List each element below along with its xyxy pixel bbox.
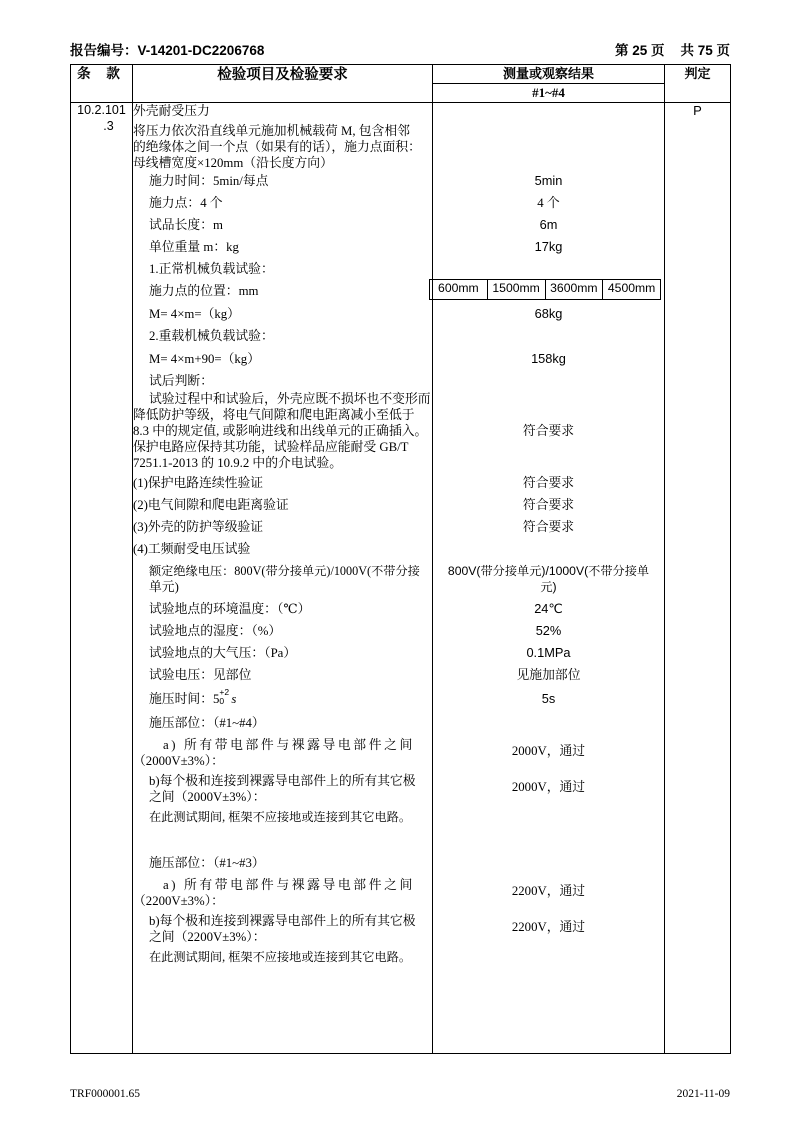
result-ambient-temperature: 24℃ bbox=[534, 601, 563, 617]
item-line-pressure: 试验地点的大气压：（Pa） bbox=[149, 646, 297, 661]
item-line-normal-test-title: 1.正常机械负载试验： bbox=[149, 262, 274, 277]
result-normal-load: 68kg bbox=[534, 306, 563, 322]
clause-number-line2: .3 bbox=[103, 119, 114, 133]
item-line-apply-location-1: 施压部位：（#1~#4） bbox=[149, 716, 265, 731]
table-header-row bbox=[71, 65, 731, 84]
result-text-block bbox=[433, 103, 664, 1053]
result-a-2000: 2000V，通过 bbox=[511, 744, 586, 759]
force-position-4: 4500mm bbox=[603, 280, 661, 299]
item-line-apply-time bbox=[133, 689, 236, 707]
column-subheader-samples: #1~#4 bbox=[433, 84, 665, 103]
item-line-judgment-title: 试后判断： bbox=[149, 374, 213, 389]
item-line-humidity: 试验地点的湿度：（%） bbox=[149, 624, 282, 639]
cell-measured-results bbox=[433, 103, 665, 1054]
item-line-b-2000: b)每个极和连接到裸露导电部件上的所有其它极 bbox=[149, 774, 416, 789]
force-position-2: 1500mm bbox=[487, 280, 545, 299]
force-position-1: 600mm bbox=[430, 280, 488, 299]
item-line-ambient-temp: 试验地点的环境温度：（℃） bbox=[149, 602, 311, 617]
result-clearance-creepage: 符合要求 bbox=[522, 498, 575, 513]
column-header-verdict: 判定 bbox=[665, 65, 731, 103]
tolerance-sub: 0 bbox=[219, 696, 225, 707]
footer-date: 2021-11-09 bbox=[676, 1088, 730, 1100]
item-line-note-2200: 在此测试期间, 框架不应接地或连接到其它电路。 bbox=[149, 950, 412, 965]
item-line-rated-voltage-cont: 单元) bbox=[149, 580, 179, 595]
page-total: 共 75 页 bbox=[680, 43, 730, 58]
result-b-2000: 2000V，通过 bbox=[511, 780, 586, 795]
tolerance-sup: +2 bbox=[219, 687, 230, 698]
item-line: 试验过程中和试验后，外壳应既不损坏也不变形而 bbox=[149, 392, 431, 407]
report-number: 报告编号：V-14201-DC2206768 bbox=[70, 43, 265, 58]
item-line: 母线槽宽度×120mm（沿长度方向） bbox=[133, 156, 333, 171]
result-test-voltage: 见施加部位 bbox=[516, 668, 581, 683]
form-code: TRF000001.65 bbox=[70, 1088, 140, 1100]
result-unit-weight: 17kg bbox=[534, 239, 563, 255]
item-line-check-3: (3)外壳的防护等级验证 bbox=[133, 520, 264, 535]
item-line-note-2000: 在此测试期间, 框架不应接地或连接到其它电路。 bbox=[149, 810, 412, 825]
item-line-check-1: (1)保护电路连续性验证 bbox=[133, 476, 264, 491]
item-line-a-2200: a) 所有带电部件与裸露导电部件之间 bbox=[163, 878, 415, 893]
item-line: 的绝缘体之间一个点（如果有的话），施力点面积： bbox=[133, 140, 421, 155]
column-header-result: 测量或观察结果 bbox=[433, 65, 665, 84]
force-position-row bbox=[430, 280, 661, 299]
column-header-item: 检验项目及检验要求 bbox=[133, 65, 433, 103]
page-footer bbox=[70, 1088, 730, 1100]
page-numbering bbox=[615, 39, 730, 59]
result-humidity: 52% bbox=[535, 623, 562, 639]
page-current: 第 25 页 bbox=[614, 43, 665, 58]
item-line-b-2200: b)每个极和连接到裸露导电部件上的所有其它极 bbox=[149, 914, 416, 929]
item-line-normal-formula: M= 4×m=（kg） bbox=[149, 307, 240, 322]
cell-verdict: P bbox=[665, 103, 731, 1054]
result-atmospheric-pressure: 0.1MPa bbox=[526, 645, 571, 661]
item-line-b-2000-cont: 之间（2000V±3%）： bbox=[149, 790, 266, 805]
apply-time-label: 施压时间：5 bbox=[149, 692, 220, 707]
force-position-table bbox=[429, 279, 661, 299]
item-line-force-points: 施力点：4 个 bbox=[149, 196, 223, 211]
item-line-sample-length: 试品长度：m bbox=[149, 218, 223, 233]
apply-time-unit: s bbox=[231, 692, 237, 707]
item-line-heavy-test-title: 2.重载机械负载试验： bbox=[149, 329, 274, 344]
result-sample-length: 6m bbox=[539, 217, 558, 233]
cell-inspection-item bbox=[133, 103, 433, 1054]
item-line-b-2200-cont: 之间（2200V±3%）： bbox=[149, 930, 266, 945]
result-rated-voltage-line1: 800V(带分接单元)/1000V(不带分接单 bbox=[447, 564, 650, 579]
result-b-2200: 2200V，通过 bbox=[511, 920, 586, 935]
item-line-title: 外壳耐受压力 bbox=[133, 104, 210, 119]
item-line-force-position: 施力点的位置：mm bbox=[149, 284, 259, 299]
result-heavy-load: 158kg bbox=[531, 351, 566, 367]
column-header-clause: 条 款 bbox=[71, 65, 133, 103]
item-line-force-time: 施力时间：5min/每点 bbox=[149, 174, 269, 189]
item-line-rated-voltage: 额定绝缘电压：800V(带分接单元)/1000V(不带分接 bbox=[149, 564, 420, 579]
result-protective-circuit: 符合要求 bbox=[522, 476, 575, 491]
result-post-test-judgment: 符合要求 bbox=[522, 424, 575, 439]
item-line-test-voltage: 试验电压：见部位 bbox=[149, 668, 252, 683]
cell-clause bbox=[71, 103, 133, 1054]
item-line-check-2: (2)电气间隙和爬电距离验证 bbox=[133, 498, 289, 513]
result-force-points: 4 个 bbox=[537, 196, 560, 211]
result-apply-time: 5s bbox=[541, 691, 556, 707]
table-row bbox=[71, 103, 731, 1054]
item-line-check-4: (4)工频耐受电压试验 bbox=[133, 542, 251, 557]
result-rated-voltage-line2: 元) bbox=[540, 580, 557, 595]
item-line: 将压力依次沿直线单元施加机械载荷 M, 包含相邻 bbox=[133, 124, 410, 139]
force-position-3: 3600mm bbox=[545, 280, 603, 299]
item-line-heavy-formula: M= 4×m+90=（kg） bbox=[149, 352, 260, 367]
item-line-apply-location-2: 施压部位：（#1~#3） bbox=[149, 856, 265, 871]
item-line: 保护电路应保持其功能，试验样品应能耐受 GB/T bbox=[133, 440, 409, 455]
item-line-a-2000: a) 所有带电部件与裸露导电部件之间 bbox=[163, 738, 415, 753]
clause-number-line1: 10.2.101 bbox=[77, 103, 126, 118]
inspection-table bbox=[70, 64, 731, 1054]
item-line-a-2200-cont: （2200V±3%）： bbox=[133, 894, 224, 909]
item-line-a-2000-cont: （2000V±3%）： bbox=[133, 754, 224, 769]
item-line: 7251.1-2013 的 10.9.2 中的介电试验。 bbox=[133, 456, 343, 471]
item-line: 8.3 中的规定值, 或影响进线和出线单元的正确插入。 bbox=[133, 424, 428, 439]
page-header bbox=[70, 38, 730, 60]
result-a-2200: 2200V，通过 bbox=[511, 884, 586, 899]
item-line: 降低防护等级，将电气间隙和爬电距离减小至低于 bbox=[133, 408, 415, 423]
item-text-block bbox=[133, 103, 432, 1053]
result-force-time: 5min bbox=[534, 173, 563, 189]
tolerance-notation bbox=[219, 687, 231, 707]
result-ip-rating: 符合要求 bbox=[522, 520, 575, 535]
item-line-unit-weight: 单位重量 m：kg bbox=[149, 240, 239, 255]
